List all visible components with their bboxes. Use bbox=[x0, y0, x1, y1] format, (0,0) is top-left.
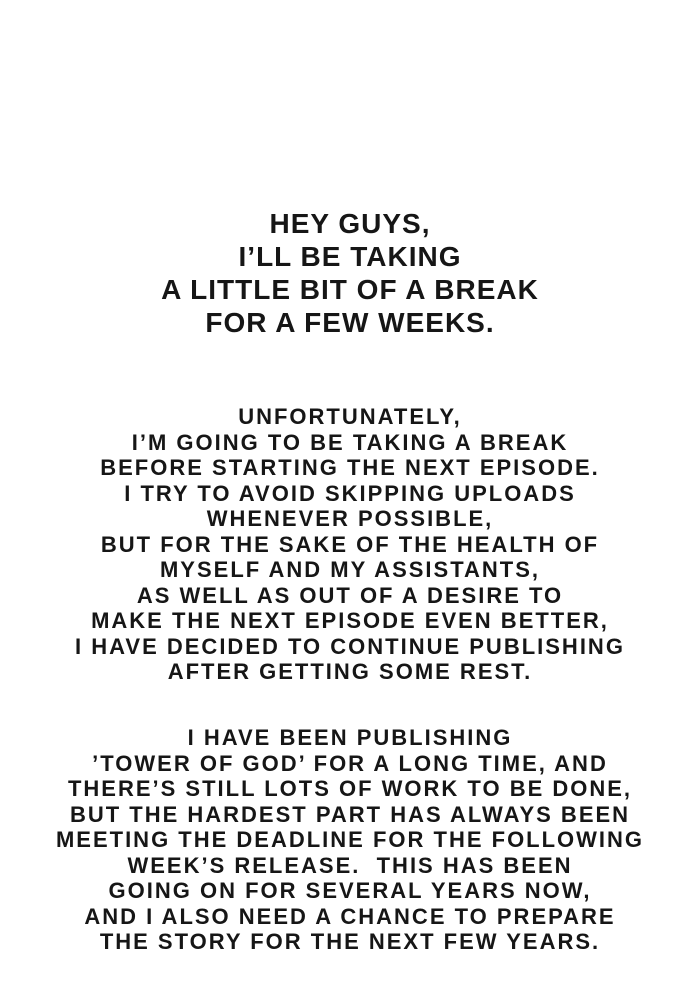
paragraph-line: ’TOWER OF GOD’ FOR A LONG TIME, AND bbox=[92, 750, 608, 776]
paragraph-line: WEEK’S RELEASE. THIS HAS BEEN bbox=[127, 852, 573, 878]
announcement-paragraph-1 bbox=[0, 404, 700, 685]
paragraph-line: MYSELF AND MY ASSISTANTS, bbox=[159, 557, 541, 582]
paragraph-line: I’M GOING TO BE TAKING A BREAK bbox=[131, 429, 569, 455]
paragraph-line: UNFORTUNATELY, bbox=[238, 404, 462, 429]
paragraph-line: THE STORY FOR THE NEXT FEW YEARS. bbox=[99, 929, 601, 954]
heading-line: I’LL BE TAKING bbox=[238, 241, 462, 272]
heading-line: HEY GUYS, bbox=[269, 208, 431, 239]
paragraph-line: AND I ALSO NEED A CHANCE TO PREPARE bbox=[84, 903, 616, 929]
paragraph-line: AFTER GETTING SOME REST. bbox=[167, 659, 533, 684]
paragraph-line: BUT FOR THE SAKE OF THE HEALTH OF bbox=[100, 531, 600, 557]
paragraph-line: GOING ON FOR SEVERAL YEARS NOW, bbox=[108, 878, 592, 903]
paragraph-line: I HAVE BEEN PUBLISHING bbox=[187, 725, 513, 750]
paragraph-line: BUT THE HARDEST PART HAS ALWAYS BEEN bbox=[69, 801, 631, 827]
announcement-heading bbox=[0, 207, 700, 339]
paragraph-line: THERE’S STILL LOTS OF WORK TO BE DONE, bbox=[67, 776, 633, 801]
paragraph-line: WHENEVER POSSIBLE, bbox=[206, 506, 494, 531]
paragraph-line: MEETING THE DEADLINE FOR THE FOLLOWING bbox=[55, 827, 645, 852]
paragraph-line: MAKE THE NEXT EPISODE EVEN BETTER, bbox=[91, 608, 609, 633]
paragraph-line: I TRY TO AVOID SKIPPING UPLOADS bbox=[124, 480, 576, 506]
heading-line: A LITTLE BIT OF A BREAK bbox=[161, 274, 539, 305]
heading-line: FOR A FEW WEEKS. bbox=[205, 307, 495, 338]
paragraph-line: I HAVE DECIDED TO CONTINUE PUBLISHING bbox=[75, 633, 625, 659]
paragraph-line: BEFORE STARTING THE NEXT EPISODE. bbox=[100, 455, 600, 480]
paragraph-line: AS WELL AS OUT OF A DESIRE TO bbox=[136, 582, 564, 608]
announcement-paragraph-2 bbox=[0, 725, 700, 955]
